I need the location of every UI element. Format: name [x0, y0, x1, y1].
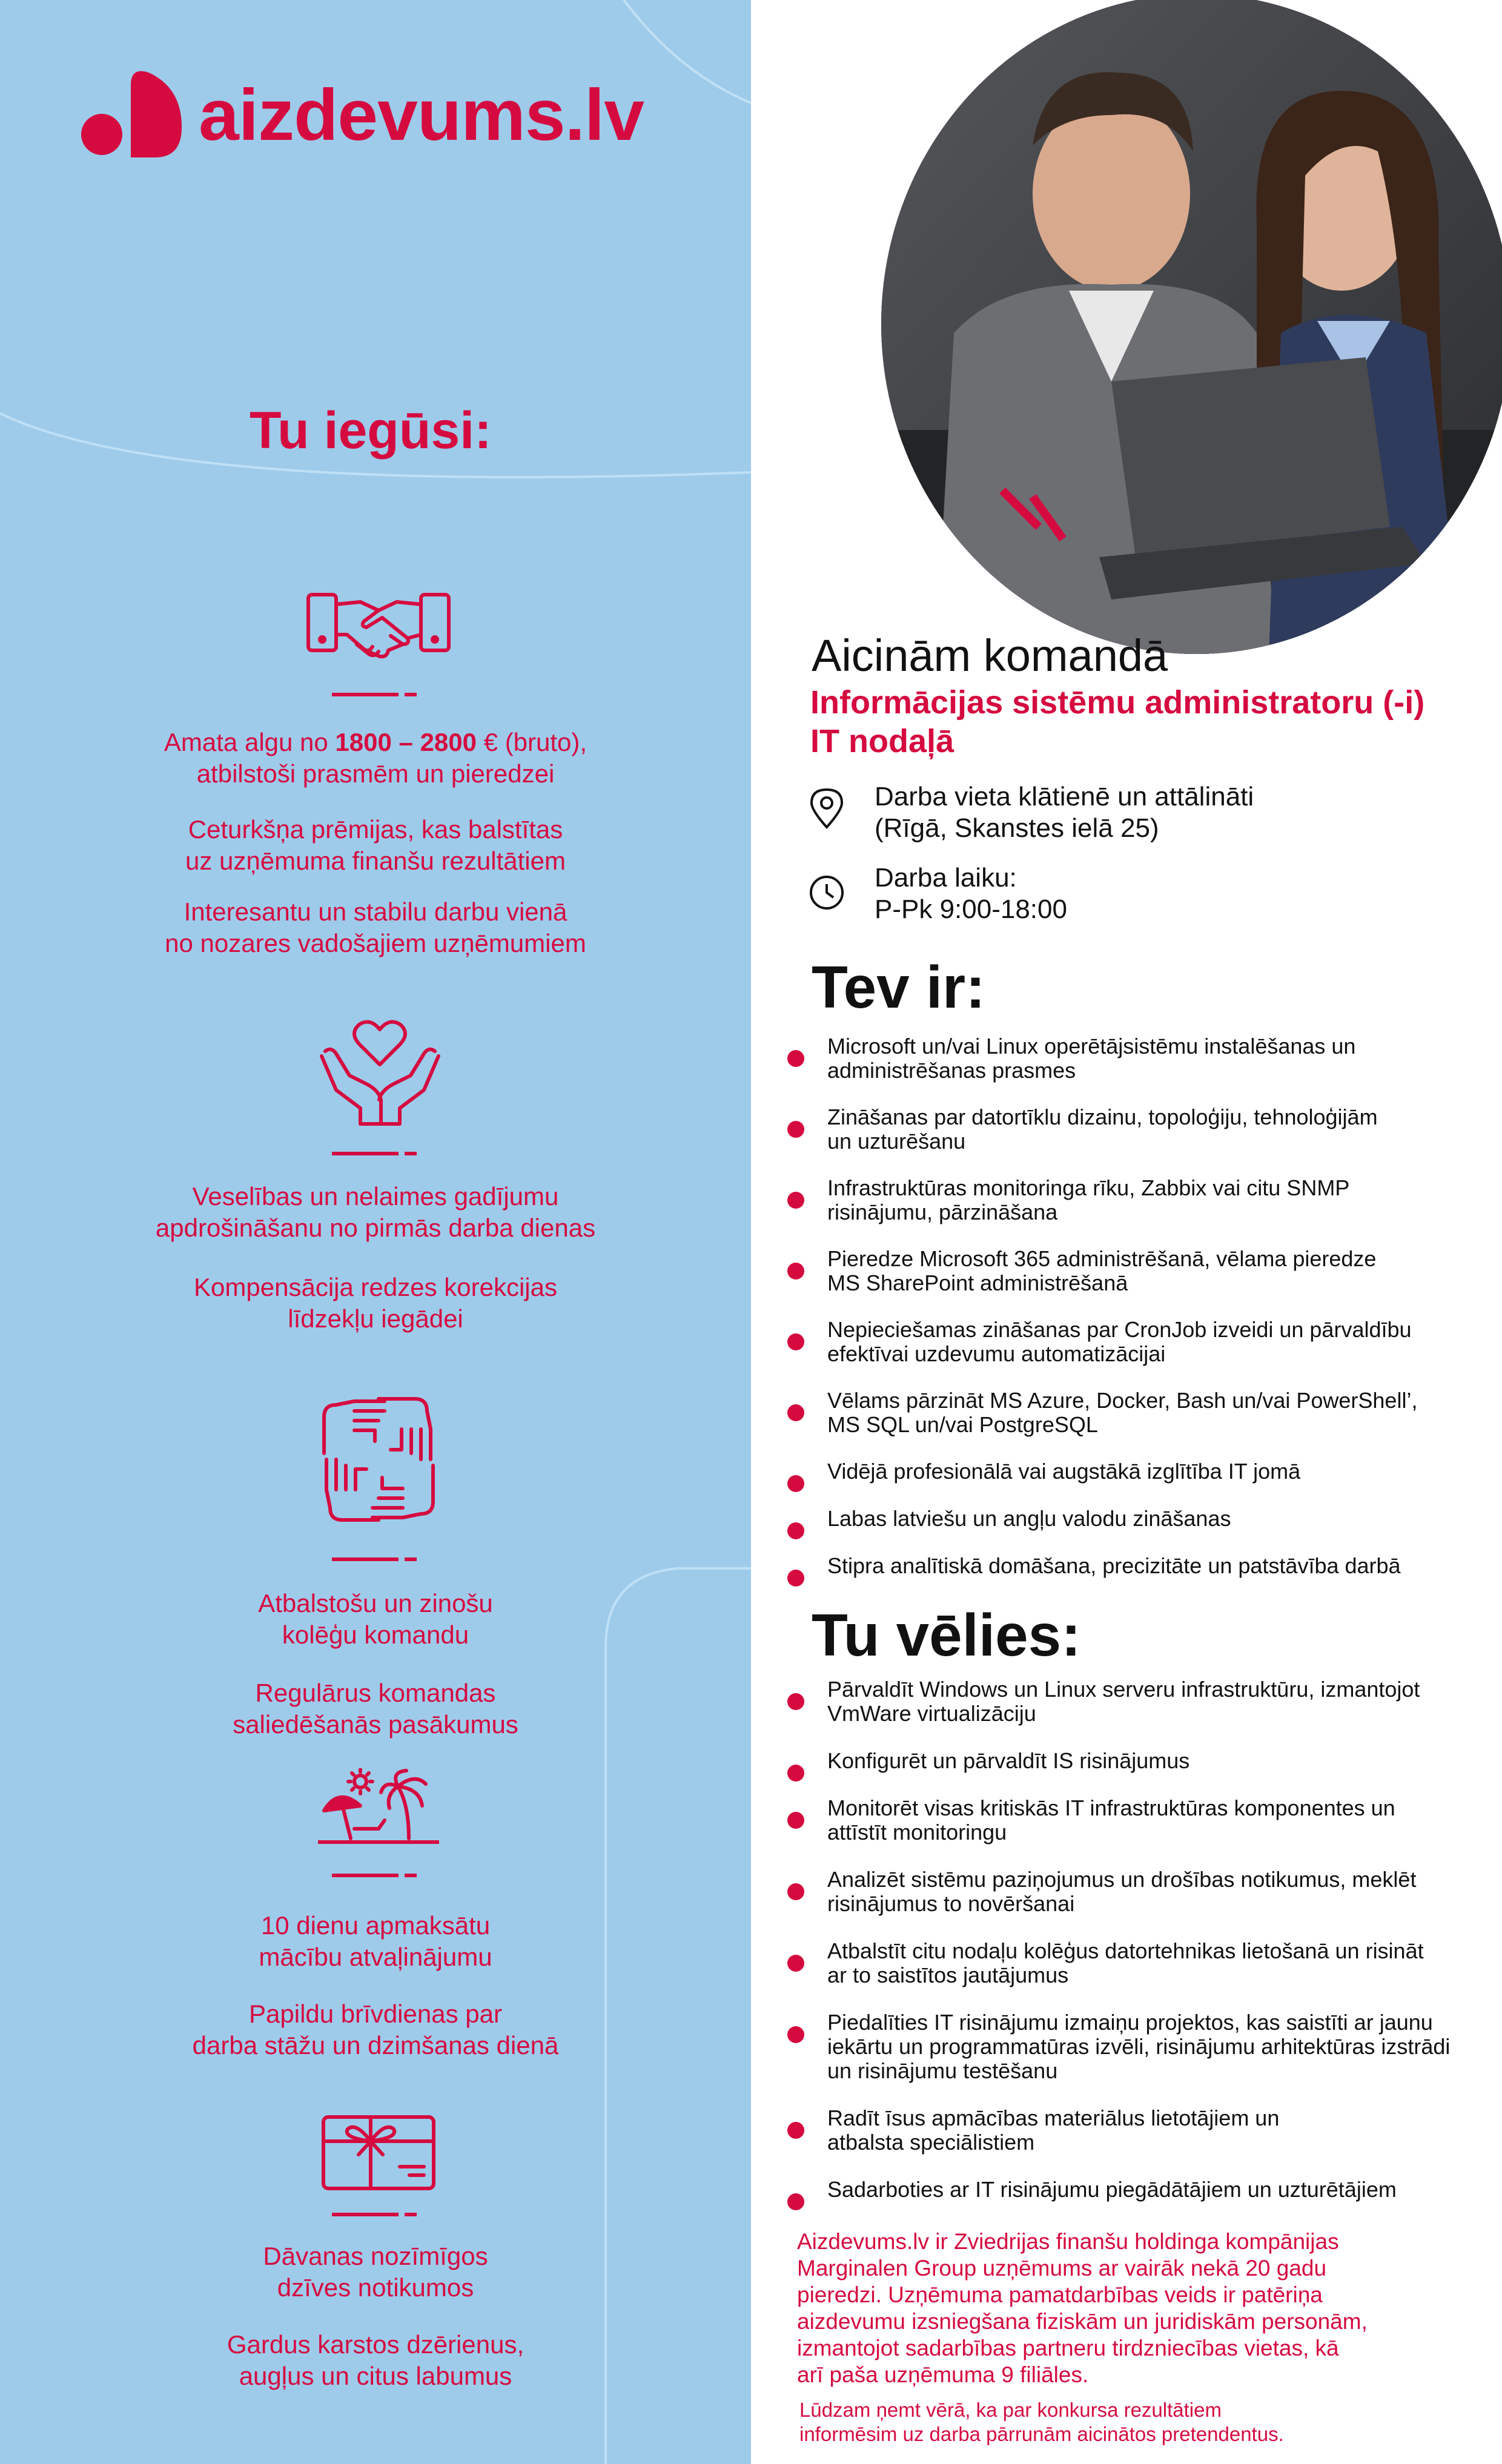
- bullet-dot: [787, 1883, 804, 1900]
- responsibility-text: Atbalstīt citu nodaļu kolēģus datortehnikas lietošanā un risināt ar to saistītos jautājumus: [827, 1938, 1424, 1987]
- requirement-text: Vēlams pārzināt MS Azure, Docker, Bash un/vai PowerShell’, MS SQL un/vai PostgreSQL: [827, 1388, 1418, 1437]
- benefit-team: Atbalstošu un zinošu kolēģu komandu: [258, 1589, 493, 1649]
- benefit-bonus: Ceturkšņa prēmijas, kas balstītas uz uzņēmuma finanšu rezultātiem: [185, 815, 566, 875]
- bullet-dot: [787, 1570, 804, 1587]
- bullet-dot: [787, 1475, 804, 1492]
- salary-suffix: € (bruto),: [477, 728, 587, 756]
- clock-icon: [806, 868, 848, 911]
- requirement-text: Zināšanas par datortīklu dizainu, topoloģiju, tehnoloģijām un uzturēšanu: [827, 1105, 1378, 1154]
- salary-prefix: Amata algu no: [164, 728, 336, 756]
- bullet-dot: [787, 1522, 804, 1539]
- team-hands-icon: [318, 1393, 439, 1529]
- benefit-drinks: Gardus karstos dzērienus, augļus un citus labumus: [227, 2330, 524, 2390]
- responsibility-item: [787, 1868, 1484, 1916]
- location-line-2: (Rīgā, Skanstes ielā 25): [875, 813, 1159, 843]
- selection-note: Lūdzam ņemt vērā, ka par konkursa rezultātiem informēsim uz darba pārrunām aicinātos pretendentus.: [799, 2399, 1284, 2445]
- benefits-heading: Tu iegūsi:: [250, 401, 492, 460]
- bullet-dot: [787, 1192, 804, 1209]
- requirement-item: [787, 1105, 1484, 1154]
- responsibility-text: Sadarboties ar IT risinājumu piegādātājiem un uzturētājiem: [827, 2177, 1397, 2202]
- benefit-stable-work: Interesantu un stabilu darbu vienā no nozares vadošajiem uzņēmumiem: [165, 897, 586, 957]
- invite-heading: Aicinām komandā: [812, 630, 1168, 681]
- responsibility-item: [787, 2010, 1484, 2083]
- requirement-text: Infrastruktūras monitoringa rīku, Zabbix vai citu SNMP risinājumu, pārzināšana: [827, 1175, 1350, 1224]
- bullet-dot: [787, 1404, 804, 1421]
- handshake-icon: [306, 586, 451, 662]
- hours-text: [875, 862, 1067, 925]
- beach-icon: [318, 1768, 439, 1850]
- responsibility-text: Piedalīties IT risinājumu izmaiņu projektos, kas saistīti ar jaunu iekārtu un programmatūras izvēli, risinājumu arhitektūras izstrādi un risinājumu testēšanu: [827, 2010, 1451, 2083]
- requirements-list: [787, 1034, 1484, 1601]
- company-about: Aizdevums.lv ir Zviedrijas finanšu holdinga kompānijas Marginalen Group uzņēmums ar vairāk nekā 20 gadu pieredzi. Uzņēmuma pamatdarbības veids ir patēriņa aizdevumu izsniegšana fiziskām un juridiskām personām, izmantojot sadarbības partneru tirdzniecības vietas, kā arī paša uzņēmuma 9 filiāles.: [797, 2229, 1368, 2387]
- responsibility-text: Radīt īsus apmācības materiālus lietotājiem un atbalsta speciālistiem: [827, 2106, 1280, 2155]
- divider-dash: [405, 693, 417, 696]
- requirement-item: [787, 1318, 1484, 1366]
- hours-line-2: P-Pk 9:00-18:00: [875, 894, 1067, 924]
- requirement-item: [787, 1247, 1484, 1295]
- divider: [332, 2213, 399, 2216]
- brand-logo: [78, 67, 644, 163]
- heart-hands-icon: [318, 1017, 442, 1129]
- hours-line-1: Darba laiku:: [875, 863, 1017, 893]
- requirement-text: Vidējā profesionālā vai augstākā izglītība IT jomā: [827, 1459, 1301, 1484]
- logo-icon: [78, 67, 187, 163]
- bullet-dot: [787, 1263, 804, 1280]
- position-title: [810, 683, 1424, 761]
- responsibility-item: [787, 1939, 1484, 1987]
- requirement-item: [787, 1507, 1484, 1531]
- divider-dash: [405, 1152, 417, 1155]
- requirement-text: Microsoft un/vai Linux operētājsistēmu instalēšanas un administrēšanas prasmes: [827, 1034, 1356, 1083]
- requirement-text: Labas latviešu un angļu valodu zināšanas: [827, 1506, 1231, 1531]
- bullet-dot: [787, 1693, 804, 1710]
- position-line-1: Informācijas sistēmu administratoru (-i): [810, 684, 1425, 721]
- bullet-dot: [787, 2122, 804, 2139]
- requirement-item: [787, 1459, 1484, 1484]
- bullet-dot: [787, 2026, 804, 2043]
- divider-dash: [405, 1874, 417, 1877]
- requirement-item: [787, 1034, 1484, 1083]
- responsibility-item: [787, 2178, 1484, 2202]
- responsibility-item: [787, 1796, 1484, 1845]
- position-line-2: IT nodaļā: [810, 723, 954, 759]
- requirement-text: Nepieciešamas zināšanas par CronJob izveidi un pārvaldību efektīvai uzdevumu automatizācijai: [827, 1317, 1412, 1366]
- responsibility-text: Monitorēt visas kritiskās IT infrastruktūras komponentes un attīstīt monitoringu: [827, 1795, 1395, 1845]
- responsibility-item: [787, 2106, 1484, 2155]
- requirements-heading: Tev ir:: [812, 954, 985, 1020]
- bullet-dot: [787, 1765, 804, 1782]
- salary-dash: –: [391, 728, 420, 756]
- responsibilities-list: [787, 1677, 1484, 2225]
- bullet-dot: [787, 2193, 804, 2210]
- bullet-dot: [787, 1050, 804, 1067]
- divider-dash: [405, 1557, 417, 1561]
- requirement-text: Stipra analītiskā domāšana, precizitāte un patstāvība darbā: [827, 1553, 1401, 1578]
- divider: [332, 1557, 399, 1561]
- divider-dash: [405, 2213, 417, 2216]
- divider: [332, 693, 399, 696]
- responsibility-text: Pārvaldīt Windows un Linux serveru infrastruktūru, izmantojot VmWare virtualizāciju: [827, 1677, 1420, 1726]
- benefit-study-leave: 10 dienu apmaksātu mācību atvaļinājumu: [259, 1911, 492, 1971]
- location-text: [875, 781, 1254, 844]
- bullet-dot: [787, 1812, 804, 1829]
- responsibilities-heading: Tu vēlies:: [812, 1602, 1081, 1668]
- brand-name: aizdevums.lv: [199, 74, 644, 156]
- responsibility-text: Konfigurēt un pārvaldīt IS risinājumus: [827, 1748, 1190, 1773]
- requirement-item: [787, 1389, 1484, 1437]
- benefit-insurance: Veselības un nelaimes gadījumu apdrošināšanu no pirmās darba dienas: [155, 1182, 596, 1242]
- responsibility-text: Analizēt sistēmu paziņojumus un drošības notikumus, meklēt risinājumus to novēršanai: [827, 1867, 1417, 1916]
- bullet-dot: [787, 1955, 804, 1972]
- benefit-vision: Kompensācija redzes korekcijas līdzekļu iegādei: [194, 1273, 557, 1333]
- salary-max: 2800: [420, 728, 477, 756]
- bullet-dot: [787, 1121, 804, 1138]
- bullet-dot: [787, 1333, 804, 1350]
- divider: [332, 1874, 399, 1877]
- team-photo: [881, 0, 1502, 654]
- responsibility-item: [787, 1677, 1484, 1726]
- salary-min: 1800: [335, 728, 392, 756]
- location-info: [806, 781, 1254, 844]
- benefit-extra-days: Papildu brīvdienas par darba stāžu un dzimšanas dienā: [192, 2000, 559, 2059]
- requirement-item: [787, 1176, 1484, 1224]
- responsibility-item: [787, 1749, 1484, 1773]
- location-line-1: Darba vieta klātienē un attālināti: [875, 782, 1254, 811]
- salary-line2: atbilstoši prasmēm un pieredzei: [196, 759, 555, 788]
- gift-card-icon: [321, 2115, 436, 2194]
- location-pin-icon: [806, 787, 848, 830]
- benefit-salary: [109, 727, 642, 790]
- requirement-item: [787, 1554, 1484, 1578]
- requirement-text: Pieredze Microsoft 365 administrēšanā, vēlama pieredze MS SharePoint administrēšanā: [827, 1246, 1377, 1295]
- benefit-gifts: Dāvanas nozīmīgos dzīves notikumos: [263, 2242, 488, 2302]
- benefit-team-events: Regulārus komandas saliedēšanās pasākumus: [233, 1679, 518, 1739]
- divider: [332, 1152, 399, 1155]
- hours-info: [806, 862, 1067, 925]
